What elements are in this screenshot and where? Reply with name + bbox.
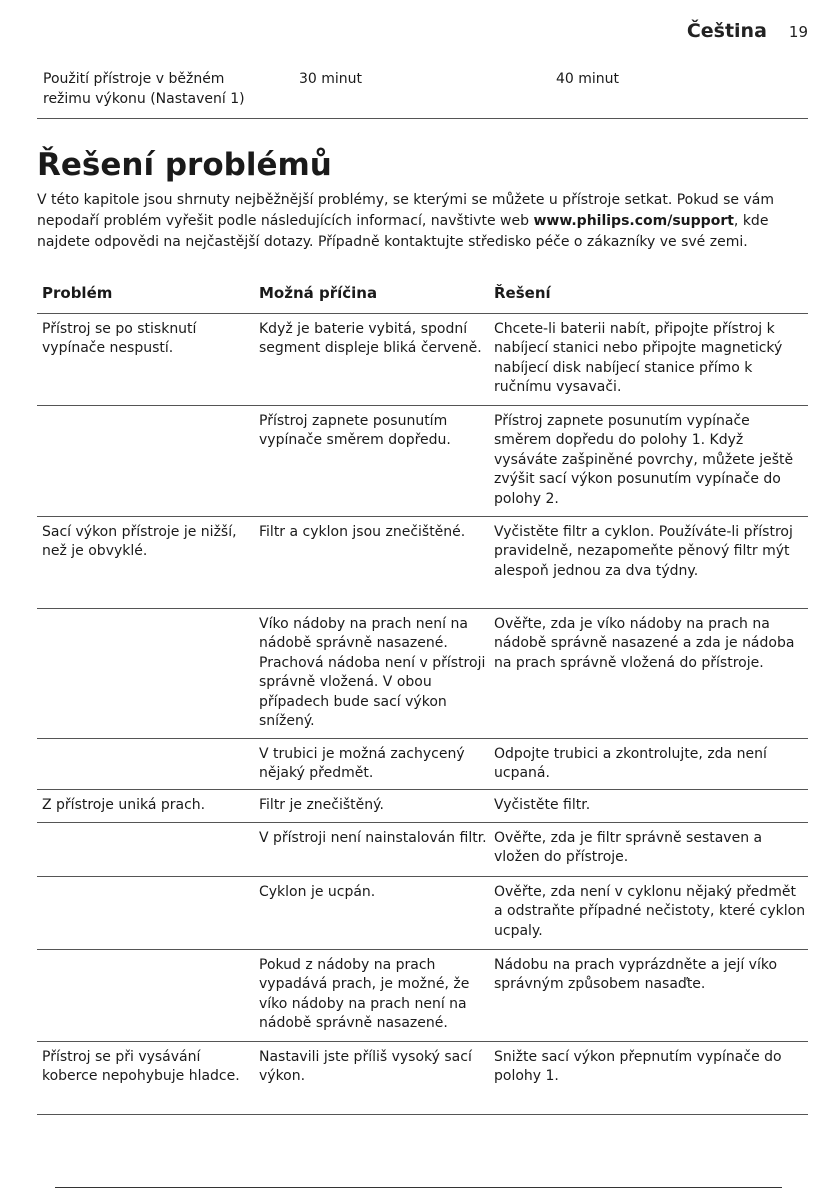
problem-cell: Z přístroje uniká prach.	[42, 797, 206, 813]
header-cause: Možná příčina	[259, 284, 378, 302]
page-number: 19	[788, 23, 808, 41]
table-row	[37, 790, 808, 823]
cause-cell: Přístroj zapnete posunutím vypínače směrem dopředu.	[259, 413, 451, 449]
table-row	[37, 406, 808, 517]
usage-time-value-2: 40 minut	[556, 71, 620, 87]
usage-mode-label: Použití přístroje v běžném režimu výkonu (Nastavení 1)	[43, 71, 245, 107]
intro-text-before: V této kapitole jsou shrnuty nejběžnější problémy, se kterými se můžete u přístroje setkat. Pokud se vám nepodaří problém vyřešit podle následujících informací, navštivte web	[37, 192, 774, 229]
table-row	[37, 314, 808, 406]
cause-cell: Filtr a cyklon jsou znečištěné.	[259, 524, 466, 540]
problem-cell: Přístroj se po stisknutí vypínače nespustí.	[42, 321, 197, 357]
solution-cell: Snižte sací výkon přepnutím vypínače do polohy 1.	[494, 1049, 782, 1085]
solution-cell: Ověřte, zda je víko nádoby na prach na nádobě správně nasazené a zda je nádoba na prach správně vložená do přístroje.	[494, 616, 795, 671]
cause-cell: Pokud z nádoby na prach vypadává prach, je možné, že víko nádoby na prach není na nádobě správně nasazené.	[259, 957, 470, 1032]
usage-time-row	[37, 69, 808, 119]
problem-cell: Přístroj se při vysávání koberce nepohybuje hladce.	[42, 1049, 240, 1085]
table-row	[37, 739, 808, 790]
table-row	[37, 1042, 808, 1115]
table-row	[37, 823, 808, 877]
solution-cell: Nádobu na prach vyprázdněte a její víko správným způsobem nasaďte.	[494, 957, 778, 993]
cause-cell: V trubici je možná zachycený nějaký předmět.	[259, 746, 465, 782]
solution-cell: Odpojte trubici a zkontrolujte, zda není ucpaná.	[494, 746, 767, 782]
usage-time-value-1: 30 minut	[299, 71, 363, 87]
intro-text-after: , kde najdete odpovědi na nejčastější dotazy. Případně kontaktujte středisko péče o zákazníky ve své zemi.	[37, 213, 769, 250]
solution-cell: Ověřte, zda není v cyklonu nějaký předmět a odstraňte případné nečistoty, které cyklon ucpaly.	[494, 884, 806, 939]
troubleshooting-table	[37, 281, 808, 1115]
footer-divider	[55, 1187, 782, 1188]
header-solution: Řešení	[494, 284, 551, 302]
language-label: Čeština	[686, 20, 767, 42]
cause-cell: V přístroji není nainstalován filtr.	[259, 830, 487, 846]
table-row	[37, 517, 808, 609]
cause-cell: Když je baterie vybitá, spodní segment displeje bliká červeně.	[259, 321, 482, 357]
solution-cell: Ověřte, zda je filtr správně sestaven a vložen do přístroje.	[494, 830, 763, 866]
cause-cell: Nastavili jste příliš vysoký sací výkon.	[259, 1049, 472, 1085]
section-intro	[37, 190, 807, 253]
solution-cell: Vyčistěte filtr.	[494, 797, 591, 813]
page-header	[687, 20, 808, 42]
table-header	[37, 281, 808, 314]
table-row	[37, 877, 808, 950]
problem-cell: Sací výkon přístroje je nižší, než je obvyklé.	[42, 524, 237, 560]
support-link[interactable]: www.philips.com/support	[533, 213, 734, 229]
cause-cell: Cyklon je ucpán.	[259, 884, 376, 900]
cause-cell: Filtr je znečištěný.	[259, 797, 384, 813]
solution-cell: Chcete-li baterii nabít, připojte přístroj k nabíjecí stanici nebo připojte magnetický nabíjecí disk nabíjecí stanice přímo k ručnímu vysavači.	[494, 321, 783, 396]
table-row	[37, 950, 808, 1042]
solution-cell: Vyčistěte filtr a cyklon. Používáte-li přístroj pravidelně, nezapomeňte pěnový filtr mýt alespoň jednou za dva týdny.	[494, 524, 793, 579]
solution-cell: Přístroj zapnete posunutím vypínače směrem dopředu do polohy 1. Když vysáváte zašpiněné povrchy, můžete ještě zvýšit sací výkon posunutím vypínače do polohy 2.	[494, 413, 794, 507]
table-row	[37, 609, 808, 739]
cause-cell: Víko nádoby na prach není na nádobě správně nasazené. Prachová nádoba není v přístroji správně vložená. V obou případech bude sací výkon snížený.	[259, 616, 486, 730]
section-title: Řešení problémů	[37, 147, 332, 183]
header-problem: Problém	[42, 284, 113, 302]
